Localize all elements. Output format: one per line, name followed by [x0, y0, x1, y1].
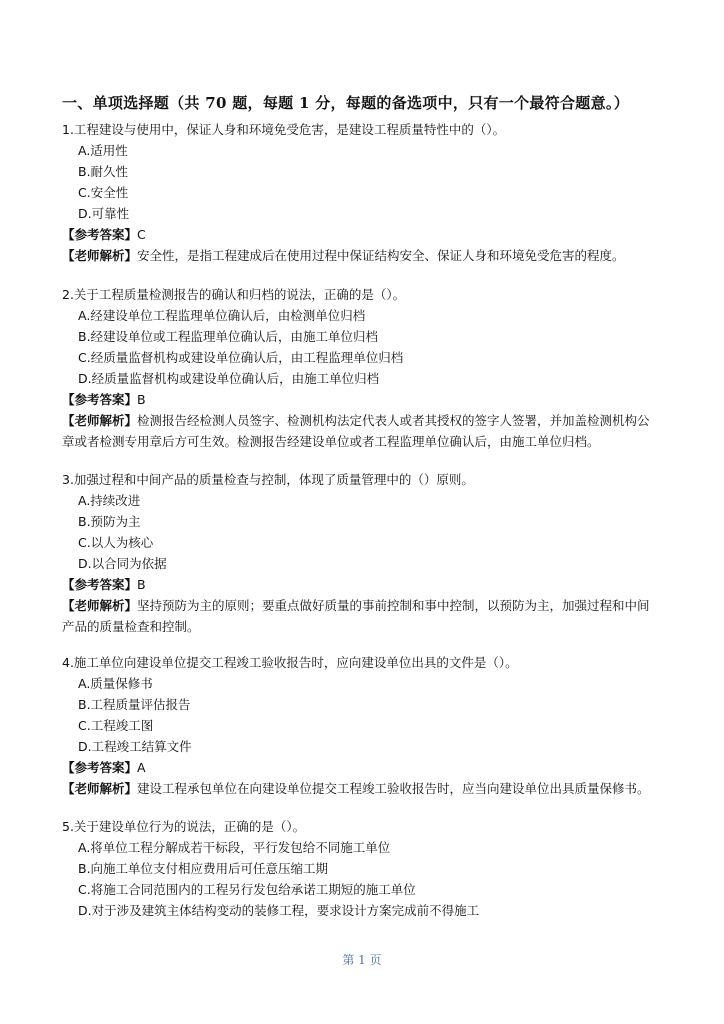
page-number: 第 1 页 [342, 953, 382, 967]
option-a: A.持续改进 [78, 493, 141, 508]
option-a: A.经建设单位工程监理单位确认后，由检测单位归档 [78, 308, 366, 323]
question-1 [62, 119, 662, 266]
option-c: C.工程竣工图 [78, 718, 154, 733]
explanation-tag: 【老师解析】 [62, 781, 138, 796]
option-c: C.经质量监督机构或建设单位确认后，由工程监理单位归档 [78, 350, 404, 365]
answer-tag: 【参考答案】 [62, 392, 138, 407]
option-b: B.耐久性 [78, 164, 129, 179]
answer-line [62, 574, 662, 595]
explanation-tag: 【老师解析】 [62, 413, 138, 428]
option-d: D.经质量监督机构或建设单位确认后，由施工单位归档 [78, 371, 380, 386]
question-stem: 3.加强过程和中间产品的质量检查与控制，体现了质量管理中的（）原则。 [62, 472, 474, 487]
option-b: B.预防为主 [78, 514, 141, 529]
explanation-text: 检测报告经检测人员签字、检测机构法定代表人或者其授权的签字人签署，并加盖检测机构公章或者检测专用章后方可生效。检测报告经建设单位或者工程监理单位确认后，由施工单位归档。 [62, 413, 650, 449]
answer-value: B [137, 392, 146, 407]
explanation-text: 建设工程承包单位在向建设单位提交工程竣工验收报告时，应当向建设单位出具质量保修书。 [137, 781, 650, 796]
explanation-line [62, 410, 662, 452]
explanation-text: 安全性，是指工程建成后在使用过程中保证结构安全、保证人身和环境免受危害的程度。 [137, 248, 625, 263]
option-c: C.安全性 [78, 185, 129, 200]
question-5 [62, 816, 662, 921]
option-a: A.适用性 [78, 143, 128, 158]
option-d: D.以合同为依据 [78, 556, 167, 571]
question-2 [62, 284, 662, 452]
explanation-tag: 【老师解析】 [62, 598, 138, 613]
option-d: D.对于涉及建筑主体结构变动的装修工程，要求设计方案完成前不得施工 [78, 903, 480, 918]
question-4 [62, 652, 662, 799]
option-a: A.质量保修书 [78, 676, 153, 691]
explanation-tag: 【老师解析】 [62, 248, 138, 263]
option-b: B.向施工单位支付相应费用后可任意压缩工期 [78, 861, 329, 876]
question-stem: 1.工程建设与使用中，保证人身和环境免受危害，是建设工程质量特性中的（）。 [62, 122, 506, 137]
explanation-text: 坚持预防为主的原则；要重点做好质量的事前控制和事中控制，以预防为主，加强过程和中间产品的质量检查和控制。 [62, 598, 650, 634]
option-c: C.以人为核心 [78, 535, 154, 550]
explanation-line [62, 245, 662, 266]
answer-value: C [137, 227, 146, 242]
answer-line [62, 757, 662, 778]
answer-line [62, 389, 662, 410]
option-d: D.工程竣工结算文件 [78, 739, 192, 754]
option-d: D.可靠性 [78, 206, 130, 221]
option-a: A.将单位工程分解成若干标段，平行发包给不同施工单位 [78, 840, 391, 855]
answer-tag: 【参考答案】 [62, 577, 138, 592]
option-b: B.工程质量评估报告 [78, 697, 191, 712]
answer-value: A [137, 760, 146, 775]
answer-line [62, 224, 662, 245]
answer-tag: 【参考答案】 [62, 760, 138, 775]
explanation-line [62, 778, 662, 799]
question-stem: 2.关于工程质量检测报告的确认和归档的说法，正确的是（）。 [62, 287, 406, 302]
explanation-line [62, 595, 662, 637]
answer-tag: 【参考答案】 [62, 227, 138, 242]
question-stem: 5.关于建设单位行为的说法，正确的是（）。 [62, 819, 306, 834]
section-title: 一、单项选择题（共 70 题，每题 1 分，每题的备选项中，只有一个最符合题意。） [62, 94, 630, 112]
question-3 [62, 469, 662, 637]
question-stem: 4.施工单位向建设单位提交工程竣工验收报告时，应向建设单位出具的文件是（）。 [62, 655, 518, 670]
option-c: C.将施工合同范围内的工程另行发包给承诺工期短的施工单位 [78, 882, 416, 897]
option-b: B.经建设单位或工程监理单位确认后，由施工单位归档 [78, 329, 379, 344]
answer-value: B [137, 577, 146, 592]
